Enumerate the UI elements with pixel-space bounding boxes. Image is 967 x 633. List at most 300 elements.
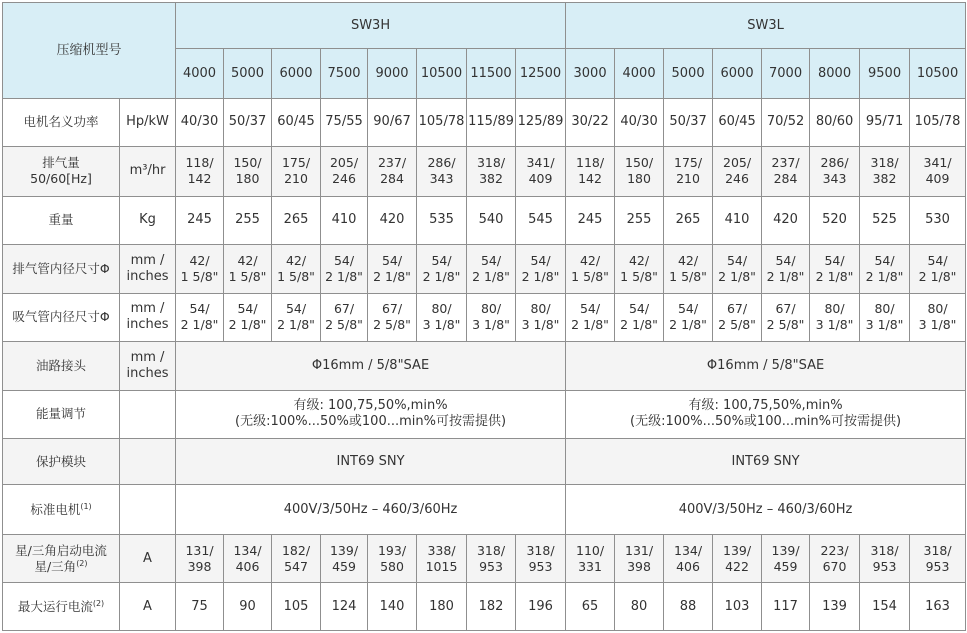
value-line: 142: [578, 171, 602, 187]
value-line: (无级:100%...50%或100...min%可按需提供): [630, 414, 902, 430]
value-line: 343: [429, 171, 454, 187]
merged-value-cell: [566, 390, 966, 439]
row-label-main: 排气量: [42, 155, 80, 171]
spec-row: [3, 341, 966, 390]
model-number: 8000: [810, 49, 860, 99]
value-cell: 410: [321, 196, 368, 244]
value-cell: [762, 293, 810, 341]
row-label-main: 最大运行电流: [17, 598, 93, 614]
value-cell: 255: [224, 196, 272, 244]
value-cell: [810, 293, 860, 341]
row-unit: [120, 341, 176, 390]
row-unit: [120, 244, 176, 293]
value-line: 318/: [870, 542, 899, 558]
model-number: 6000: [272, 49, 321, 99]
value-line: 210: [676, 171, 700, 187]
value-cell: 90: [224, 583, 272, 631]
value-cell: [664, 146, 713, 196]
value-line: 205/: [329, 155, 359, 171]
row-unit: [120, 583, 176, 631]
value-line: 1 5/8": [277, 268, 315, 284]
value-cell: 265: [272, 196, 321, 244]
value-line: 246: [332, 171, 356, 187]
footnote-marker: (2): [76, 558, 88, 568]
value-line: 2 1/8": [472, 268, 510, 284]
value-cell: [224, 146, 272, 196]
value-cell: 245: [176, 196, 224, 244]
value-line: 2 1/8": [766, 268, 805, 284]
value-line: 2 1/8": [918, 268, 957, 284]
value-cell: 105: [272, 583, 321, 631]
row-label-main: 吸气管内径尺寸Φ: [12, 309, 110, 325]
row-unit: [120, 99, 176, 147]
model-number: 4000: [176, 49, 224, 99]
row-label: [3, 535, 120, 583]
value-cell: 410: [713, 196, 762, 244]
value-line: 175/: [674, 155, 703, 171]
value-line: 54/: [579, 301, 601, 317]
value-line: 2 1/8": [277, 317, 315, 333]
value-cell: 265: [664, 196, 713, 244]
row-label-text: [3, 543, 119, 559]
value-cell: [176, 146, 224, 196]
unit-text: Kg: [139, 212, 156, 228]
value-line: 341/: [923, 155, 952, 171]
value-cell: [860, 535, 910, 583]
value-cell: 420: [368, 196, 417, 244]
value-line: 110/: [576, 542, 605, 558]
value-line: 2 1/8": [669, 317, 707, 333]
value-line: 382: [479, 171, 503, 187]
value-line: 341/: [526, 155, 555, 171]
value-cell: 255: [615, 196, 664, 244]
value-line: 2 5/8": [373, 317, 411, 333]
value-cell: [272, 535, 321, 583]
value-line: 54/: [530, 252, 551, 268]
spec-row: [3, 535, 966, 583]
value-cell: [910, 535, 966, 583]
value-cell: 60/45: [272, 99, 321, 147]
value-cell: 40/30: [615, 99, 664, 147]
value-line: 80/: [480, 301, 502, 317]
spec-row: [3, 485, 966, 535]
value-line: 2 1/8": [571, 317, 609, 333]
value-line: 193/: [377, 542, 407, 558]
value-cell: [566, 146, 615, 196]
value-cell: [860, 146, 910, 196]
unit-text: m³/hr: [129, 163, 166, 179]
value-cell: 80: [615, 583, 664, 631]
value-line: 42/: [189, 252, 210, 268]
unit-text: A: [143, 598, 152, 614]
value-cell: 50/37: [664, 99, 713, 147]
row-label: [3, 485, 120, 535]
value-line: 54/: [237, 301, 258, 317]
value-cell: [417, 293, 467, 341]
value-line: 134/: [233, 542, 262, 558]
merged-value-cell: Φ16mm / 5/8"SAE: [176, 341, 566, 390]
row-unit: [120, 196, 176, 244]
value-line: 246: [725, 171, 749, 187]
model-number: 7500: [321, 49, 368, 99]
value-line: 54/: [189, 301, 210, 317]
spec-row: [3, 439, 966, 485]
row-label-main: 重量: [48, 212, 74, 228]
value-cell: 196: [516, 583, 566, 631]
value-line: 131/: [625, 542, 654, 558]
value-line: 2 1/8": [325, 268, 363, 284]
value-cell: 125/89: [516, 99, 566, 147]
value-line: 331: [578, 558, 602, 574]
value-cell: [321, 535, 368, 583]
value-line: 398: [627, 558, 651, 574]
row-label-text: [3, 599, 119, 615]
value-line: 42/: [237, 252, 258, 268]
value-cell: [664, 293, 713, 341]
value-line: 67/: [726, 301, 748, 317]
value-line: (无级:100%...50%或100...min%可按需提供): [235, 414, 507, 430]
value-line: 54/: [677, 301, 699, 317]
value-line: 54/: [381, 252, 403, 268]
row-label-main: 电机名义功率: [23, 114, 99, 130]
value-cell: [762, 146, 810, 196]
value-line: 2 1/8": [228, 317, 267, 333]
value-cell: 70/52: [762, 99, 810, 147]
model-number: 3000: [566, 49, 615, 99]
value-line: 139/: [771, 542, 800, 558]
model-number: 5000: [224, 49, 272, 99]
merged-value-cell: [176, 390, 566, 439]
value-cell: [664, 535, 713, 583]
model-number: 4000: [615, 49, 664, 99]
value-line: 422: [725, 558, 749, 574]
value-line: 2 5/8": [325, 317, 363, 333]
value-line: 2 5/8": [718, 317, 756, 333]
value-line: 318/: [923, 542, 952, 558]
value-line: 2 1/8": [521, 268, 560, 284]
value-cell: [713, 146, 762, 196]
value-cell: 420: [762, 196, 810, 244]
unit-text: mm /: [130, 301, 165, 317]
value-cell: [272, 146, 321, 196]
value-line: 459: [332, 558, 356, 574]
value-cell: [566, 535, 615, 583]
value-line: 3 1/8": [472, 317, 510, 333]
value-line: 2 1/8": [180, 317, 219, 333]
row-label-text: [3, 309, 119, 325]
row-label: [3, 99, 120, 147]
value-line: 409: [528, 171, 553, 187]
value-line: 286/: [820, 155, 849, 171]
value-cell: [368, 244, 417, 293]
merged-value-cell: 400V/3/50Hz – 460/3/60Hz: [176, 485, 566, 535]
value-line: 118/: [185, 155, 214, 171]
row-label: [3, 196, 120, 244]
row-label-text: [3, 502, 119, 518]
value-cell: [810, 244, 860, 293]
unit-text: inches: [126, 317, 169, 333]
spec-row: [3, 583, 966, 631]
value-cell: [810, 535, 860, 583]
value-cell: 540: [467, 196, 516, 244]
merged-value-cell: Φ16mm / 5/8"SAE: [566, 341, 966, 390]
value-cell: [176, 244, 224, 293]
model-number: 6000: [713, 49, 762, 99]
value-line: 210: [284, 171, 308, 187]
value-cell: 530: [910, 196, 966, 244]
value-cell: 520: [810, 196, 860, 244]
value-line: 2 5/8": [766, 317, 805, 333]
value-cell: [664, 244, 713, 293]
unit-text: A: [143, 550, 152, 566]
row-label-main: 标准电机: [30, 501, 81, 517]
value-cell: [615, 535, 664, 583]
value-line: 3 1/8": [422, 317, 461, 333]
value-line: 有级: 100,75,50%,min%: [293, 398, 448, 414]
value-line: 134/: [674, 542, 703, 558]
row-label-main: 星/三角启动电流: [15, 542, 107, 558]
value-cell: [860, 293, 910, 341]
value-line: 80/: [874, 301, 895, 317]
value-line: 1 5/8": [228, 268, 267, 284]
value-line: 406: [235, 558, 260, 574]
value-line: 54/: [333, 252, 355, 268]
merged-value-cell: INT69 SNY: [566, 439, 966, 485]
value-cell: 50/37: [224, 99, 272, 147]
value-line: 2 1/8": [718, 268, 756, 284]
value-line: 284: [773, 171, 798, 187]
value-cell: 140: [368, 583, 417, 631]
row-label: [3, 293, 120, 341]
value-cell: 117: [762, 583, 810, 631]
value-cell: [224, 244, 272, 293]
row-label-text: [3, 454, 119, 470]
value-line: 409: [925, 171, 950, 187]
value-line: 67/: [333, 301, 355, 317]
row-unit: [120, 439, 176, 485]
value-line: 54/: [775, 252, 796, 268]
value-cell: 95/71: [860, 99, 910, 147]
value-cell: 30/22: [566, 99, 615, 147]
value-line: 580: [380, 558, 404, 574]
value-cell: [516, 535, 566, 583]
value-line: 1 5/8": [571, 268, 609, 284]
value-line: 2 1/8": [620, 317, 658, 333]
value-cell: 245: [566, 196, 615, 244]
row-label-sub: [3, 559, 119, 575]
row-label-text: [3, 261, 119, 277]
spec-row: [3, 390, 966, 439]
value-cell: [321, 146, 368, 196]
value-line: 54/: [480, 252, 502, 268]
value-line: 670: [822, 558, 847, 574]
unit-text: Hp/kW: [126, 114, 169, 130]
value-line: 406: [676, 558, 700, 574]
value-cell: [910, 293, 966, 341]
value-line: 398: [187, 558, 212, 574]
value-line: 205/: [723, 155, 752, 171]
value-cell: 163: [910, 583, 966, 631]
row-label: [3, 390, 120, 439]
value-line: 3 1/8": [918, 317, 957, 333]
value-cell: 80/60: [810, 99, 860, 147]
value-cell: [762, 535, 810, 583]
value-cell: 535: [417, 196, 467, 244]
value-cell: [467, 293, 516, 341]
value-line: 318/: [526, 542, 555, 558]
spec-row: [3, 293, 966, 341]
value-line: 338/: [427, 542, 456, 558]
value-cell: [713, 293, 762, 341]
value-cell: 103: [713, 583, 762, 631]
value-line: 318/: [476, 542, 506, 558]
row-unit: [120, 390, 176, 439]
value-line: 150/: [233, 155, 262, 171]
model-number: 10500: [910, 49, 966, 99]
value-cell: [516, 244, 566, 293]
value-line: 150/: [625, 155, 654, 171]
model-number: 7000: [762, 49, 810, 99]
value-line: 318/: [870, 155, 899, 171]
value-line: 237/: [771, 155, 800, 171]
value-line: 1 5/8": [669, 268, 707, 284]
value-cell: [417, 146, 467, 196]
value-line: 118/: [576, 155, 605, 171]
value-line: 131/: [185, 542, 214, 558]
value-line: 2 1/8": [373, 268, 411, 284]
row-label-main: 保护模块: [35, 453, 86, 469]
row-label-text: [3, 406, 119, 422]
row-label-text: [3, 358, 119, 374]
value-cell: [615, 244, 664, 293]
value-line: 2 1/8": [815, 268, 854, 284]
value-line: 1 5/8": [180, 268, 219, 284]
value-line: 80/: [431, 301, 452, 317]
footnote-marker: (1): [80, 501, 92, 511]
value-cell: [368, 293, 417, 341]
value-cell: [176, 293, 224, 341]
value-cell: [417, 535, 467, 583]
value-line: 54/: [927, 252, 948, 268]
value-line: 54/: [285, 301, 307, 317]
value-line: 2 1/8": [422, 268, 461, 284]
merged-value-cell: INT69 SNY: [176, 439, 566, 485]
value-cell: 75: [176, 583, 224, 631]
value-line: 3 1/8": [865, 317, 904, 333]
value-cell: 180: [417, 583, 467, 631]
value-cell: 182: [467, 583, 516, 631]
merged-value-cell: 400V/3/50Hz – 460/3/60Hz: [566, 485, 966, 535]
spec-row: [3, 244, 966, 293]
value-line: 1015: [425, 558, 458, 574]
group-header: SW3L: [566, 3, 966, 49]
value-line: 42/: [677, 252, 699, 268]
value-cell: 545: [516, 196, 566, 244]
value-cell: [368, 146, 417, 196]
spec-row: [3, 99, 966, 147]
value-line: 54/: [726, 252, 748, 268]
model-number: 9000: [368, 49, 417, 99]
value-cell: 139: [810, 583, 860, 631]
row-label-sub-text: 星/三角: [34, 558, 77, 574]
value-cell: 115/89: [467, 99, 516, 147]
value-line: 180: [627, 171, 651, 187]
value-line: 318/: [476, 155, 506, 171]
value-line: 67/: [381, 301, 403, 317]
value-cell: [566, 293, 615, 341]
value-line: 139/: [723, 542, 752, 558]
unit-text: mm /: [130, 252, 165, 268]
spec-body: [3, 99, 966, 631]
value-line: 54/: [824, 252, 845, 268]
value-cell: [713, 535, 762, 583]
value-line: 175/: [281, 155, 311, 171]
group-header: SW3H: [176, 3, 566, 49]
value-cell: [176, 535, 224, 583]
spec-table: [2, 2, 966, 631]
row-label-main: 油路接头: [35, 357, 86, 373]
value-cell: [910, 146, 966, 196]
value-line: 42/: [628, 252, 650, 268]
value-cell: [860, 244, 910, 293]
row-label-main: 能量调节: [35, 406, 86, 422]
value-cell: [417, 244, 467, 293]
model-number: 12500: [516, 49, 566, 99]
value-cell: [713, 244, 762, 293]
value-cell: [810, 146, 860, 196]
value-line: 139/: [329, 542, 359, 558]
value-line: 286/: [427, 155, 456, 171]
unit-text: inches: [126, 268, 169, 284]
row-label-text: [3, 212, 119, 228]
value-cell: [615, 293, 664, 341]
value-line: 284: [380, 171, 404, 187]
value-cell: [910, 244, 966, 293]
spec-row: [3, 146, 966, 196]
spec-row: [3, 196, 966, 244]
row-label: [3, 146, 120, 196]
value-line: 42/: [579, 252, 601, 268]
row-label: [3, 583, 120, 631]
value-line: 42/: [285, 252, 307, 268]
value-line: 80/: [530, 301, 551, 317]
value-line: 953: [479, 558, 503, 574]
value-cell: [368, 535, 417, 583]
value-line: 459: [773, 558, 798, 574]
row-label-text: [3, 155, 119, 171]
unit-text: mm /: [130, 349, 165, 365]
row-unit: [120, 535, 176, 583]
value-line: 953: [925, 558, 950, 574]
value-cell: 105/78: [417, 99, 467, 147]
value-cell: [272, 244, 321, 293]
value-line: 547: [284, 558, 308, 574]
value-line: 54/: [874, 252, 895, 268]
value-line: 953: [872, 558, 897, 574]
value-line: 223/: [820, 542, 849, 558]
value-cell: [467, 244, 516, 293]
value-line: 有级: 100,75,50%,min%: [688, 398, 843, 414]
value-line: 2 1/8": [865, 268, 904, 284]
footnote-marker: (2): [92, 598, 105, 608]
value-cell: [321, 244, 368, 293]
value-cell: 105/78: [910, 99, 966, 147]
row-label-main: 排气管内径尺寸Φ: [12, 260, 110, 276]
value-line: 237/: [377, 155, 407, 171]
row-label: [3, 244, 120, 293]
value-line: 382: [872, 171, 897, 187]
value-line: 54/: [431, 252, 452, 268]
